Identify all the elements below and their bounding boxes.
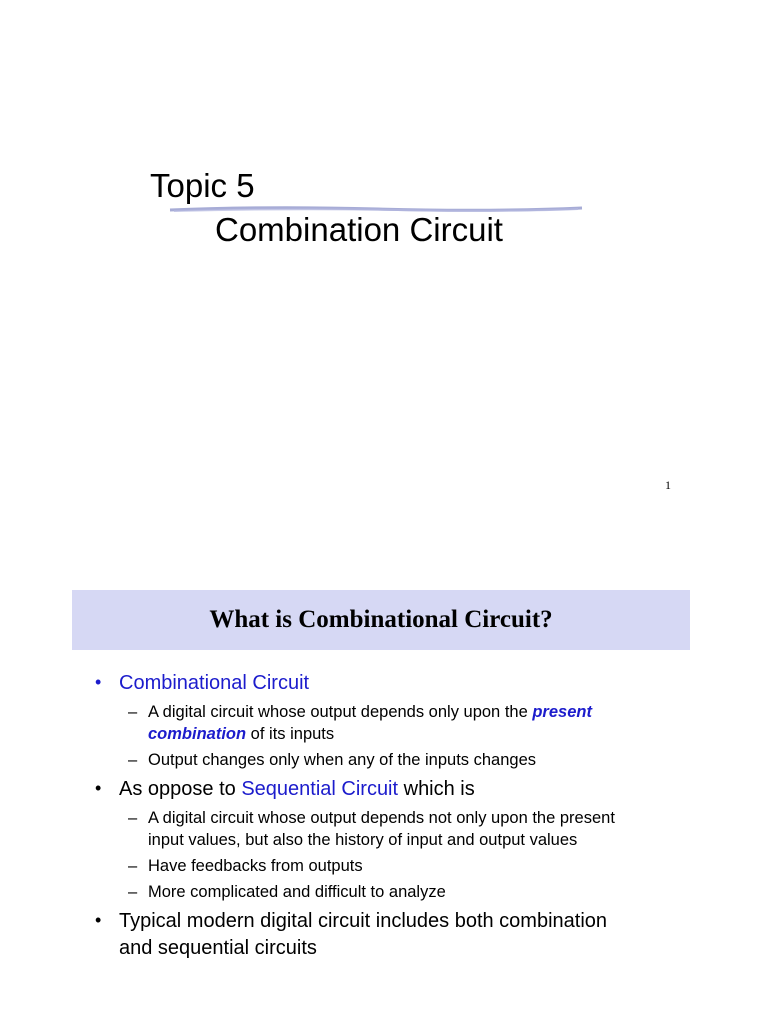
sub-bullet-text: of its inputs xyxy=(246,725,335,743)
dash-marker: – xyxy=(128,809,138,827)
slide-header-title: What is Combinational Circuit? xyxy=(209,606,553,633)
dash-marker: – xyxy=(128,703,138,721)
bullet-typical-modern-line2: and sequential circuits xyxy=(119,937,317,959)
sub-bullet-feedbacks: Have feedbacks from outputs xyxy=(148,857,363,875)
bullet-marker: • xyxy=(95,778,102,798)
emphasis-present: present xyxy=(532,703,592,721)
sub-bullet-definition-line1 xyxy=(148,701,592,723)
emphasis-combination: combination xyxy=(148,725,247,743)
bullet-marker: • xyxy=(95,910,102,930)
dash-marker: – xyxy=(128,883,138,901)
slide-title-line2: Combination Circuit xyxy=(215,211,503,248)
page-number: 1 xyxy=(665,478,671,492)
content-slide xyxy=(0,520,768,1024)
bullet-text: which is xyxy=(398,778,475,800)
sub-bullet-complicated: More complicated and difficult to analyze xyxy=(148,883,446,901)
dash-marker: – xyxy=(128,751,138,769)
sub-bullet-definition-line2 xyxy=(148,723,334,745)
bullet-text: As oppose to xyxy=(119,778,242,800)
dash-marker: – xyxy=(128,857,138,875)
bullet-combinational-circuit: Combinational Circuit xyxy=(119,672,310,694)
sub-bullet-text: A digital circuit whose output depends only upon the xyxy=(148,703,533,721)
bullet-marker: • xyxy=(95,672,102,692)
sub-bullet-sequential-definition-line2: input values, but also the history of input and output values xyxy=(148,831,578,849)
slide-header-band xyxy=(72,590,690,650)
bullet-typical-modern-line1: Typical modern digital circuit includes both combination xyxy=(119,910,608,932)
highlight-sequential-circuit: Sequential Circuit xyxy=(241,778,399,800)
slide-title-line1: Topic 5 xyxy=(150,167,255,204)
bullet-sequential-circuit xyxy=(119,776,475,803)
sub-bullet-sequential-definition-line1: A digital circuit whose output depends not only upon the present xyxy=(148,809,615,827)
sub-bullet-output-changes: Output changes only when any of the inputs changes xyxy=(148,751,537,769)
